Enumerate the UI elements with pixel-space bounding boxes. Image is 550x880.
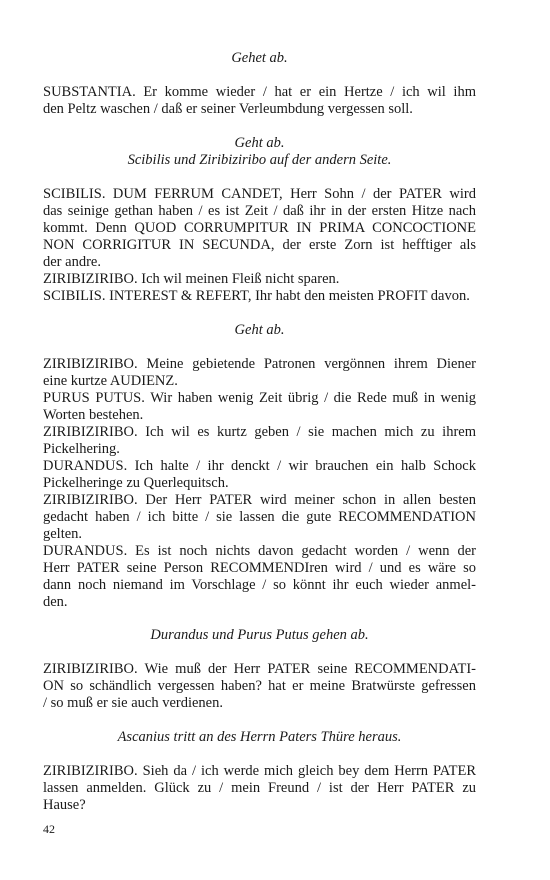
text-line: DURANDUS. Ich halte / ihr denckt / wir brauchen ein halb Schock bbox=[43, 458, 476, 474]
text-line: kommt. Denn QUOD CORRUMPITUR IN PRIMA CONCOCTIONE bbox=[43, 220, 476, 236]
text-line: dann noch niemand im Vorschlage / so könnt ihr euch wieder anmel- bbox=[43, 577, 476, 593]
text-line: Ascanius tritt an des Herrn Paters Thüre heraus. bbox=[117, 729, 402, 745]
text-line: den Peltz waschen / daß er seiner Verleumbdung vergessen soll. bbox=[43, 101, 413, 117]
stage-direction bbox=[43, 729, 476, 746]
speech-paragraph bbox=[43, 661, 476, 712]
text-line: ZIRIBIZIRIBO. Sieh da / ich werde mich gleich bey dem Herrn PATER bbox=[43, 763, 476, 779]
text-line: PURUS PUTUS. Wir haben wenig Zeit übrig / die Rede muß in wenig bbox=[43, 390, 476, 406]
text-line: Herr PATER seine Person RECOMMENDIren wird / und es wäre so bbox=[43, 560, 476, 576]
text-line: gelten. bbox=[43, 526, 83, 542]
text-line: ON so schändlich vergessen haben? hat er meine Bratwürste gefressen bbox=[43, 678, 476, 694]
text-line: SUBSTANTIA. Er komme wieder / hat er ein Hertze / ich wil ihm bbox=[43, 84, 476, 100]
text-line: lassen anmelden. Glück zu / mein Freund / ist der Herr PATER zu bbox=[43, 780, 476, 796]
text-line: der andre. bbox=[43, 254, 101, 270]
text-line: Worten bestehen. bbox=[43, 407, 144, 423]
speech-paragraph bbox=[43, 271, 476, 288]
stage-direction bbox=[43, 322, 476, 339]
speech-paragraph bbox=[43, 763, 476, 814]
text-line: / so muß er sie auch verdienen. bbox=[43, 695, 223, 711]
text-line: SCIBILIS. INTEREST & REFERT, Ihr habt den meisten PROFIT davon. bbox=[43, 288, 470, 304]
text-line: ZIRIBIZIRIBO. Wie muß der Herr PATER seine RECOMMENDATI- bbox=[43, 661, 476, 677]
text-line: DURANDUS. Es ist noch nichts davon gedacht worden / wenn der bbox=[43, 543, 476, 559]
speech-paragraph bbox=[43, 84, 476, 118]
text-line: ZIRIBIZIRIBO. Ich wil es kurtz geben / sie machen mich zu ihrem bbox=[43, 424, 476, 440]
text-line: ZIRIBIZIRIBO. Ich wil meinen Fleiß nicht sparen. bbox=[43, 271, 340, 287]
speech-paragraph bbox=[43, 390, 476, 424]
text-line: Gehet ab. bbox=[231, 50, 288, 66]
stage-direction bbox=[43, 50, 476, 67]
speech-paragraph bbox=[43, 458, 476, 492]
text-line: Pickelheringe zu Querlequitsch. bbox=[43, 475, 229, 491]
speech-paragraph bbox=[43, 288, 476, 305]
text-line: das seinige gethan haben / es ist Zeit / daß ihr in der ersten Hitze nach bbox=[43, 203, 476, 219]
text-line: den. bbox=[43, 594, 68, 610]
speech-paragraph bbox=[43, 186, 476, 271]
text-line: Scibilis und Ziribiziribo auf der andern Seite. bbox=[127, 152, 392, 168]
speech-paragraph bbox=[43, 356, 476, 390]
stage-direction bbox=[43, 135, 476, 169]
page-number: 42 bbox=[43, 822, 55, 836]
text-line: Geht ab. bbox=[234, 322, 285, 338]
speech-paragraph bbox=[43, 492, 476, 543]
text-line: gedacht haben / ich bitte / sie lassen die gute RECOMMENDATION bbox=[43, 509, 476, 525]
text-line: Hause? bbox=[43, 797, 86, 813]
text-line: ZIRIBIZIRIBO. Der Herr PATER wird meiner schon in allen besten bbox=[43, 492, 476, 508]
text-line: Geht ab. bbox=[234, 135, 285, 151]
stage-direction bbox=[43, 627, 476, 644]
text-line: NON CORRIGITUR IN SECUNDA, der erste Zorn ist hefftiger als bbox=[43, 237, 476, 253]
speech-paragraph bbox=[43, 543, 476, 611]
text-line: SCIBILIS. DUM FERRUM CANDET, Herr Sohn / der PATER wird bbox=[43, 186, 476, 202]
text-line: Durandus und Purus Putus gehen ab. bbox=[150, 627, 369, 643]
text-line: eine kurtze AUDIENZ. bbox=[43, 373, 178, 389]
text-line: ZIRIBIZIRIBO. Meine gebietende Patronen vergönnen ihrem Diener bbox=[43, 356, 476, 372]
speech-paragraph bbox=[43, 424, 476, 458]
text-line: Pickelhering. bbox=[43, 441, 120, 457]
